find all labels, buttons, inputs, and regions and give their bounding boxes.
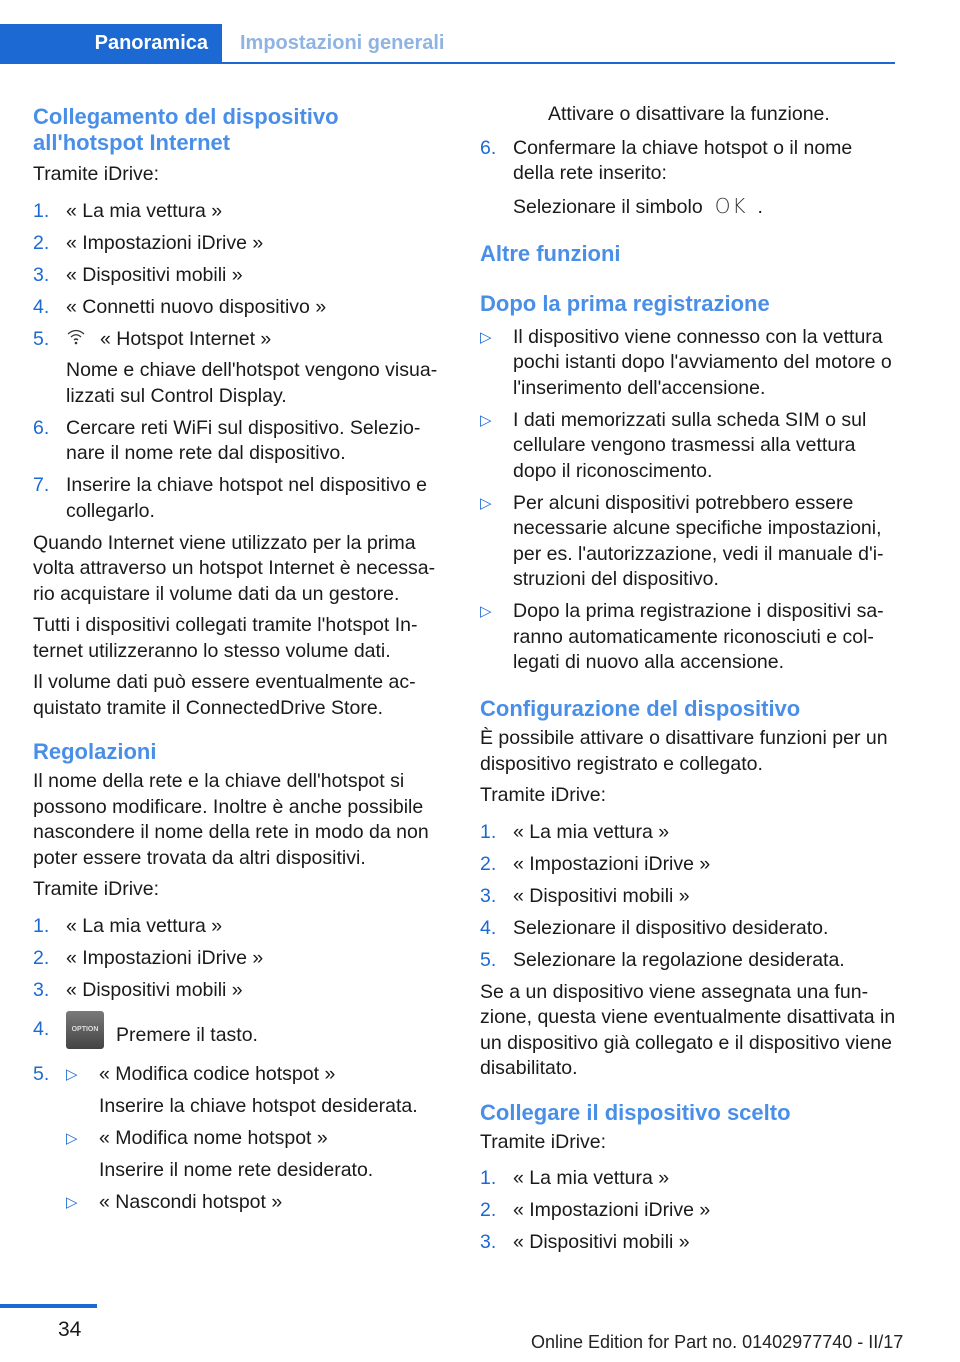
edition-text: Online Edition for Part no. 01402977740 - II/17 xyxy=(531,1332,904,1352)
step-text: « La mia vettura » xyxy=(513,820,670,843)
sub-item xyxy=(66,1062,449,1120)
sub-item xyxy=(66,1126,449,1184)
section-title-configurazione: Configurazione del dispositivo xyxy=(480,696,801,721)
step-text: « Dispositivi mobili » xyxy=(66,978,243,1001)
paragraph: Se a un dispositivo viene assegnata una fun-zione, questa viene eventualmente disattivata in un dispositivo già collegato e il dispositivo viene disabilitato. xyxy=(480,980,896,1079)
triangle-bullet-icon: ▷ xyxy=(480,411,492,429)
intro-text: Tramite iDrive: xyxy=(480,784,607,806)
bullet-text: Il dispositivo viene connesso con la vettura pochi istanti dopo l'avviamento del motore o l'inserimento dell'accensione. xyxy=(513,325,892,399)
list-item xyxy=(480,884,898,910)
bullet-list xyxy=(480,325,898,676)
header-tabs xyxy=(0,24,895,64)
paragraph: Tutti i dispositivi collegati tramite l'hotspot In-ternet utilizzeranno lo stesso volume dati. xyxy=(33,614,418,662)
step-number: 7. xyxy=(33,474,50,497)
bullet-text: I dati memorizzati sulla scheda SIM o sul cellulare vengono trasmessi alla vettura dopo il riconoscimento. xyxy=(513,408,867,482)
list-item xyxy=(33,914,449,940)
section-title-line2: all'hotspot Internet xyxy=(33,130,231,155)
step-number: 6. xyxy=(33,416,50,439)
section-title-collegare: Collegare il dispositivo scelto xyxy=(480,1099,791,1125)
paragraph: Il nome della rete e la chiave dell'hotspot si possono modificare. Inoltre è anche possibile nascondere il nome della rete in modo da non poter essere trovata da altri dispositivi. xyxy=(33,770,429,869)
list-item xyxy=(480,1166,898,1192)
step-text: Premere il tasto. xyxy=(116,1024,258,1047)
triangle-bullet-icon: ▷ xyxy=(480,603,492,620)
list-item xyxy=(480,1198,898,1224)
step-text: « Impostazioni iDrive » xyxy=(513,852,711,875)
step-number: 5. xyxy=(33,327,50,350)
tab-panoramica[interactable]: Panoramica xyxy=(0,24,222,62)
sub-detail: Inserire il nome rete desiderato. xyxy=(99,1159,374,1182)
sub-text: « Modifica codice hotspot » xyxy=(99,1062,336,1085)
steps-list-collegare xyxy=(480,1166,898,1256)
section-title-regolazioni: Regolazioni xyxy=(33,739,157,765)
step-number: 4. xyxy=(33,295,50,318)
step-number: 5. xyxy=(33,1062,50,1085)
step-number: 3. xyxy=(480,1231,497,1253)
step-text: « Connetti nuovo dispositivo » xyxy=(66,295,327,318)
list-item xyxy=(480,408,898,485)
section-title-prima-registrazione: Dopo la prima registrazione xyxy=(480,290,770,316)
section-title-hotspot xyxy=(33,104,449,156)
step-number: 6. xyxy=(480,136,497,159)
left-column xyxy=(33,104,449,1222)
step-text: « La mia vettura » xyxy=(66,914,223,937)
intro-text: Tramite iDrive: xyxy=(33,878,160,901)
continued-text: Attivare o disattivare la funzione. xyxy=(548,103,830,125)
tab-impostazioni-generali[interactable]: Impostazioni generali xyxy=(240,32,445,54)
triangle-bullet-icon: ▷ xyxy=(480,328,492,346)
section-title-line1: Collegamento del dispositivo xyxy=(33,104,339,129)
list-item xyxy=(33,978,449,1004)
sub-text: « Nascondi hotspot » xyxy=(99,1190,283,1213)
triangle-bullet-icon: ▷ xyxy=(66,1129,78,1147)
triangle-bullet-icon: ▷ xyxy=(66,1065,78,1083)
list-item xyxy=(33,295,449,321)
steps-list-hotspot xyxy=(33,199,449,525)
list-item xyxy=(33,1062,449,1216)
list-item xyxy=(33,1017,449,1055)
bullet-text: Per alcuni dispositivi potrebbero essere necessarie alcune specifiche impostazioni, per es. l'autorizzazione, vedi il manuale d'i-struzioni del dispositivo. xyxy=(513,491,884,590)
triangle-bullet-icon: ▷ xyxy=(66,1193,78,1211)
step-number: 1. xyxy=(33,914,50,937)
step-text: Selezionare la regolazione desiderata. xyxy=(513,948,845,971)
step-number: 4. xyxy=(480,916,497,939)
list-item xyxy=(480,325,898,402)
step-number: 1. xyxy=(480,1167,497,1189)
triangle-bullet-icon: ▷ xyxy=(480,494,492,512)
step-number: 1. xyxy=(33,199,50,222)
step-text: « Dispositivi mobili » xyxy=(513,884,690,907)
wifi-icon xyxy=(66,327,86,353)
step-text: Selezionare il dispositivo desiderato. xyxy=(513,916,829,939)
paragraph: Quando Internet viene utilizzato per la prima volta attraverso un hotspot Internet è necessa-rio acquistare il volume dati da un gestore. xyxy=(33,531,436,605)
step-text: « Impostazioni iDrive » xyxy=(66,946,264,969)
step-detail: Nome e chiave dell'hotspot vengono visua-lizzati sul Control Display. xyxy=(66,359,438,407)
step-text: « Dispositivi mobili » xyxy=(513,1231,690,1253)
list-item xyxy=(480,852,898,878)
list-item xyxy=(33,473,449,524)
list-item xyxy=(33,231,449,257)
step-detail xyxy=(513,194,898,221)
bullet-text: Dopo la prima registrazione i dispositivi sa-ranno automaticamente riconosciuti e col-legati di nuovo alla accensione. xyxy=(513,600,884,673)
step-number: 4. xyxy=(33,1018,50,1041)
list-item xyxy=(33,199,449,225)
footer-rule xyxy=(0,1304,97,1308)
paragraph: È possibile attivare o disattivare funzioni per un dispositivo registrato e collegato. xyxy=(480,727,888,775)
list-item xyxy=(480,599,898,676)
step-number: 1. xyxy=(480,820,497,843)
right-column xyxy=(480,102,898,1262)
list-item xyxy=(33,263,449,289)
step-text: « Hotspot Internet » xyxy=(100,327,272,350)
paragraph: Il volume dati può essere eventualmente ac-quistato tramite il ConnectedDrive Store. xyxy=(33,671,416,719)
sub-list xyxy=(66,1062,449,1216)
step-number: 3. xyxy=(33,978,50,1001)
section-title-altre-funzioni: Altre funzioni xyxy=(480,240,621,266)
list-item xyxy=(33,946,449,972)
intro-text: Tramite iDrive: xyxy=(33,163,160,185)
intro-text: Tramite iDrive: xyxy=(480,1130,607,1153)
steps-list-configurazione xyxy=(480,820,898,974)
step-text: « Impostazioni iDrive » xyxy=(66,231,264,254)
list-item xyxy=(480,916,898,942)
list-item xyxy=(480,948,898,974)
step-number: 2. xyxy=(33,946,50,969)
steps-list-regolazioni xyxy=(33,914,449,1216)
step-number: 3. xyxy=(480,884,497,907)
sub-detail: Inserire la chiave hotspot desiderata. xyxy=(99,1095,418,1118)
step-text: « Impostazioni iDrive » xyxy=(513,1199,711,1221)
ok-symbol-icon: OK xyxy=(714,193,748,218)
step-detail-text: Selezionare il simbolo xyxy=(513,195,703,218)
step-number: 5. xyxy=(480,948,497,971)
step-text: « La mia vettura » xyxy=(513,1167,670,1189)
step-number: 3. xyxy=(33,263,50,286)
step-text: Inserire la chiave hotspot nel dispositivo e collegarlo. xyxy=(66,474,427,522)
option-button-icon: OPTION xyxy=(66,1011,104,1049)
sub-item xyxy=(66,1190,449,1216)
list-item xyxy=(480,491,898,593)
list-item xyxy=(33,327,449,410)
list-item xyxy=(33,416,449,467)
list-item xyxy=(480,136,898,221)
step-text: Cercare reti WiFi sul dispositivo. Selezio-nare il nome rete dal dispositivo. xyxy=(66,416,421,465)
step-number: 2. xyxy=(480,1199,497,1221)
step-text: « La mia vettura » xyxy=(66,199,223,222)
sub-text: « Modifica nome hotspot » xyxy=(99,1126,328,1149)
list-item xyxy=(480,820,898,846)
list-item xyxy=(480,1230,898,1256)
step-detail-end: . xyxy=(757,195,763,218)
step-number: 2. xyxy=(480,852,497,875)
page-number: 34 xyxy=(58,1318,82,1341)
step-text: « Dispositivi mobili » xyxy=(66,263,243,286)
step-number: 2. xyxy=(33,231,50,254)
step-text: Confermare la chiave hotspot o il nome della rete inserito: xyxy=(513,136,853,184)
